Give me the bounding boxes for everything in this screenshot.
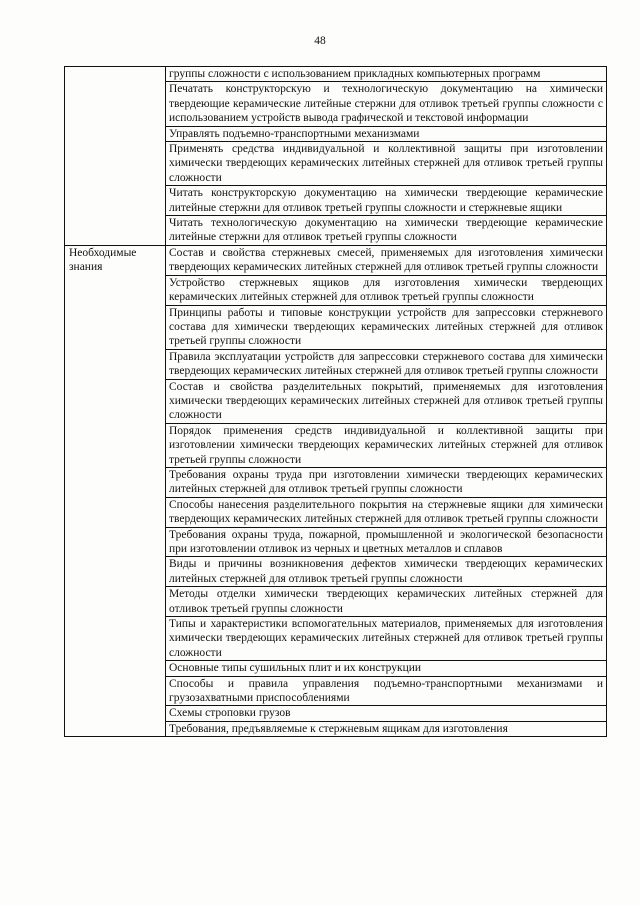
table-cell: Управлять подъемно-транспортными механизмами (166, 126, 607, 141)
table-cell: Методы отделки химически твердеющих керамических литейных стержней для отливок третьей группы сложности (166, 587, 607, 617)
table-row (65, 67, 607, 82)
table-cell: Схемы строповки грузов (166, 706, 607, 721)
table-cell: Принципы работы и типовые конструкции устройств для запрессовки стержневого состава для химически твердеющих керамических литейных стержней для отливок третьей группы сложности (166, 305, 607, 349)
table-cell: Порядок применения средств индивидуальной и коллективной защиты при изготовлении химически твердеющих керамических литейных стержней для отливок третьей группы сложности (166, 423, 607, 467)
table-cell: Читать технологическую документацию на химически твердеющие керамические литейные стержни для отливок третьей группы сложности (166, 216, 607, 246)
table-cell: Требования, предъявляемые к стержневым ящикам для изготовления (166, 721, 607, 736)
section-label-knowledge: Необходимые знания (65, 245, 166, 736)
requirements-table (64, 66, 607, 737)
table-cell: Печатать конструкторскую и технологическую документацию на химически твердеющие керамические литейные стержни для отливок третьей группы сложности с использованием устройств вывода графической и текстовой информации (166, 82, 607, 126)
table-cell: Способы и правила управления подъемно-транспортными механизмами и грузозахватными приспособлениями (166, 676, 607, 706)
table-cell: Состав и свойства стержневых смесей, применяемых для изготовления химически твердеющих керамических литейных стержней для отливок третьей группы сложности (166, 245, 607, 275)
table-cell: Устройство стержневых ящиков для изготовления химически твердеющих керамических литейных стержней для отливок третьей группы сложности (166, 275, 607, 305)
table-row (65, 245, 607, 275)
table-cell: Требования охраны труда при изготовлении химически твердеющих керамических литейных стержней для отливок третьей группы сложности (166, 467, 607, 497)
page-number: 48 (314, 35, 326, 47)
table-cell: Правила эксплуатации устройств для запрессовки стержневого состава для химически твердеющих керамических литейных стержней для отливок третьей группы сложности (166, 349, 607, 379)
table-cell: Типы и характеристики вспомогательных материалов, применяемых для изготовления химически твердеющих керамических литейных стержней для отливок третьей группы сложности (166, 617, 607, 661)
table-cell: Требования охраны труда, пожарной, промышленной и экологической безопасности при изготовлении отливок из черных и цветных металлов и сплавов (166, 527, 607, 557)
table-cell: Способы нанесения разделительного покрытия на стержневые ящики для химически твердеющих керамических литейных стержней для отливок третьей группы сложности (166, 497, 607, 527)
table-cell: Состав и свойства разделительных покрытий, применяемых для изготовления химически твердеющих керамических литейных стержней для отливок третьей группы сложности (166, 379, 607, 423)
table-cell: группы сложности с использованием прикладных компьютерных программ (166, 67, 607, 82)
table-cell: Основные типы сушильных плит и их конструкции (166, 661, 607, 676)
table-cell: Применять средства индивидуальной и коллективной защиты при изготовлении химически твердеющих керамических литейных стержней для отливок третьей группы сложности (166, 142, 607, 186)
table-cell: Читать конструкторскую документацию на химически твердеющие керамические литейные стержни для отливок третьей группы сложности и стержневые ящики (166, 186, 607, 216)
table-cell: Виды и причины возникновения дефектов химически твердеющих керамических литейных стержней для отливок третьей группы сложности (166, 557, 607, 587)
section-label-cell (65, 67, 166, 246)
